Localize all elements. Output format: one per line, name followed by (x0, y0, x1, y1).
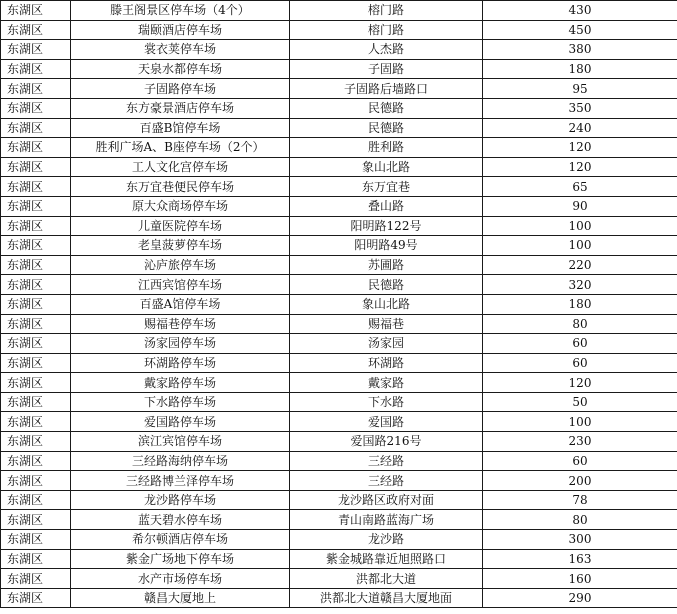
table-row (1, 588, 677, 608)
spaces-cell: 120 (483, 138, 677, 158)
parking-name-cell: 百盛B馆停车场 (71, 118, 290, 138)
spaces-cell: 90 (483, 196, 677, 216)
parking-name-cell: 赣昌大厦地上 (71, 588, 290, 608)
parking-name-cell: 赐福巷停车场 (71, 314, 290, 334)
district-cell: 东湖区 (1, 334, 71, 354)
spaces-cell: 80 (483, 510, 677, 530)
district-cell: 东湖区 (1, 490, 71, 510)
table-row (1, 216, 677, 236)
table-row (1, 275, 677, 295)
road-cell: 洪都北大道 (290, 569, 483, 589)
table-row (1, 1, 677, 21)
spaces-cell: 100 (483, 412, 677, 432)
road-cell: 爱国路216号 (290, 432, 483, 452)
district-cell: 东湖区 (1, 471, 71, 491)
parking-name-cell: 百盛A馆停车场 (71, 294, 290, 314)
table-row (1, 79, 677, 99)
parking-name-cell: 水产市场停车场 (71, 569, 290, 589)
district-cell: 东湖区 (1, 451, 71, 471)
table-row (1, 59, 677, 79)
parking-name-cell: 蓝天碧水停车场 (71, 510, 290, 530)
parking-name-cell: 三经路博兰泽停车场 (71, 471, 290, 491)
parking-name-cell: 滨江宾馆停车场 (71, 432, 290, 452)
road-cell: 戴家路 (290, 373, 483, 393)
road-cell: 环湖路 (290, 353, 483, 373)
road-cell: 子固路后墙路口 (290, 79, 483, 99)
spaces-cell: 100 (483, 216, 677, 236)
road-cell: 紫金城路靠近旭照路口 (290, 549, 483, 569)
parking-name-cell: 瑞颐酒店停车场 (71, 20, 290, 40)
parking-name-cell: 儿童医院停车场 (71, 216, 290, 236)
road-cell: 民德路 (290, 98, 483, 118)
table-row (1, 530, 677, 550)
parking-name-cell: 三经路海纳停车场 (71, 451, 290, 471)
road-cell: 叠山路 (290, 196, 483, 216)
table-row (1, 334, 677, 354)
parking-name-cell: 戴家路停车场 (71, 373, 290, 393)
district-cell: 东湖区 (1, 530, 71, 550)
district-cell: 东湖区 (1, 373, 71, 393)
district-cell: 东湖区 (1, 353, 71, 373)
spaces-cell: 163 (483, 549, 677, 569)
road-cell: 民德路 (290, 275, 483, 295)
road-cell: 爱国路 (290, 412, 483, 432)
table-row (1, 40, 677, 60)
spaces-cell: 380 (483, 40, 677, 60)
table-row (1, 177, 677, 197)
parking-name-cell: 沁庐旅停车场 (71, 255, 290, 275)
district-cell: 东湖区 (1, 236, 71, 256)
district-cell: 东湖区 (1, 275, 71, 295)
spaces-cell: 230 (483, 432, 677, 452)
parking-name-cell: 汤家园停车场 (71, 334, 290, 354)
district-cell: 东湖区 (1, 20, 71, 40)
district-cell: 东湖区 (1, 569, 71, 589)
table-row (1, 549, 677, 569)
district-cell: 东湖区 (1, 79, 71, 99)
spaces-cell: 50 (483, 392, 677, 412)
road-cell: 阳明路49号 (290, 236, 483, 256)
district-cell: 东湖区 (1, 412, 71, 432)
parking-name-cell: 滕王阁景区停车场（4个） (71, 1, 290, 21)
district-cell: 东湖区 (1, 549, 71, 569)
table-row (1, 294, 677, 314)
district-cell: 东湖区 (1, 59, 71, 79)
road-cell: 汤家园 (290, 334, 483, 354)
spaces-cell: 200 (483, 471, 677, 491)
spaces-cell: 240 (483, 118, 677, 138)
road-cell: 青山南路蓝海广场 (290, 510, 483, 530)
parking-name-cell: 裳衣荚停车场 (71, 40, 290, 60)
table-row (1, 138, 677, 158)
district-cell: 东湖区 (1, 216, 71, 236)
spaces-cell: 450 (483, 20, 677, 40)
table-row (1, 255, 677, 275)
table-row (1, 98, 677, 118)
district-cell: 东湖区 (1, 314, 71, 334)
spaces-cell: 290 (483, 588, 677, 608)
parking-name-cell: 东万宜巷便民停车场 (71, 177, 290, 197)
district-cell: 东湖区 (1, 432, 71, 452)
spaces-cell: 430 (483, 1, 677, 21)
parking-name-cell: 胜利广场A、B座停车场（2个） (71, 138, 290, 158)
district-cell: 东湖区 (1, 138, 71, 158)
road-cell: 象山北路 (290, 157, 483, 177)
road-cell: 东万宜巷 (290, 177, 483, 197)
table-row (1, 569, 677, 589)
district-cell: 东湖区 (1, 196, 71, 216)
table-row (1, 432, 677, 452)
table-row (1, 373, 677, 393)
district-cell: 东湖区 (1, 510, 71, 530)
spaces-cell: 78 (483, 490, 677, 510)
spaces-cell: 180 (483, 59, 677, 79)
table-body (1, 1, 677, 608)
road-cell: 榕门路 (290, 20, 483, 40)
district-cell: 东湖区 (1, 294, 71, 314)
parking-name-cell: 老皇菠萝停车场 (71, 236, 290, 256)
district-cell: 东湖区 (1, 177, 71, 197)
spaces-cell: 80 (483, 314, 677, 334)
spaces-cell: 350 (483, 98, 677, 118)
road-cell: 赐福巷 (290, 314, 483, 334)
spaces-cell: 60 (483, 334, 677, 354)
road-cell: 苏圃路 (290, 255, 483, 275)
road-cell: 下水路 (290, 392, 483, 412)
road-cell: 洪都北大道赣昌大厦地面 (290, 588, 483, 608)
table-row (1, 353, 677, 373)
road-cell: 象山北路 (290, 294, 483, 314)
spaces-cell: 65 (483, 177, 677, 197)
district-cell: 东湖区 (1, 118, 71, 138)
district-cell: 东湖区 (1, 588, 71, 608)
table-row (1, 314, 677, 334)
parking-name-cell: 紫金广场地下停车场 (71, 549, 290, 569)
spaces-cell: 120 (483, 373, 677, 393)
spaces-cell: 100 (483, 236, 677, 256)
district-cell: 东湖区 (1, 157, 71, 177)
road-cell: 三经路 (290, 451, 483, 471)
district-cell: 东湖区 (1, 40, 71, 60)
road-cell: 人杰路 (290, 40, 483, 60)
spaces-cell: 180 (483, 294, 677, 314)
table-row (1, 157, 677, 177)
spaces-cell: 60 (483, 451, 677, 471)
parking-name-cell: 下水路停车场 (71, 392, 290, 412)
district-cell: 东湖区 (1, 255, 71, 275)
table-row (1, 451, 677, 471)
spaces-cell: 95 (483, 79, 677, 99)
spaces-cell: 320 (483, 275, 677, 295)
parking-name-cell: 工人文化宫停车场 (71, 157, 290, 177)
parking-name-cell: 东方豪景酒店停车场 (71, 98, 290, 118)
table-row (1, 118, 677, 138)
road-cell: 榕门路 (290, 1, 483, 21)
road-cell: 龙沙路区政府对面 (290, 490, 483, 510)
spaces-cell: 60 (483, 353, 677, 373)
road-cell: 三经路 (290, 471, 483, 491)
table-row (1, 20, 677, 40)
table-row (1, 490, 677, 510)
table-row (1, 510, 677, 530)
road-cell: 胜利路 (290, 138, 483, 158)
parking-name-cell: 龙沙路停车场 (71, 490, 290, 510)
table-row (1, 196, 677, 216)
parking-name-cell: 原大众商场停车场 (71, 196, 290, 216)
parking-name-cell: 江西宾馆停车场 (71, 275, 290, 295)
table-row (1, 471, 677, 491)
parking-name-cell: 环湖路停车场 (71, 353, 290, 373)
table-row (1, 236, 677, 256)
spaces-cell: 220 (483, 255, 677, 275)
parking-name-cell: 子固路停车场 (71, 79, 290, 99)
road-cell: 龙沙路 (290, 530, 483, 550)
spaces-cell: 300 (483, 530, 677, 550)
road-cell: 子固路 (290, 59, 483, 79)
district-cell: 东湖区 (1, 98, 71, 118)
parking-name-cell: 天泉水都停车场 (71, 59, 290, 79)
district-cell: 东湖区 (1, 392, 71, 412)
spaces-cell: 160 (483, 569, 677, 589)
table-row (1, 392, 677, 412)
parking-name-cell: 希尔顿酒店停车场 (71, 530, 290, 550)
table-row (1, 412, 677, 432)
parking-name-cell: 爱国路停车场 (71, 412, 290, 432)
district-cell: 东湖区 (1, 1, 71, 21)
road-cell: 民德路 (290, 118, 483, 138)
spaces-cell: 120 (483, 157, 677, 177)
road-cell: 阳明路122号 (290, 216, 483, 236)
